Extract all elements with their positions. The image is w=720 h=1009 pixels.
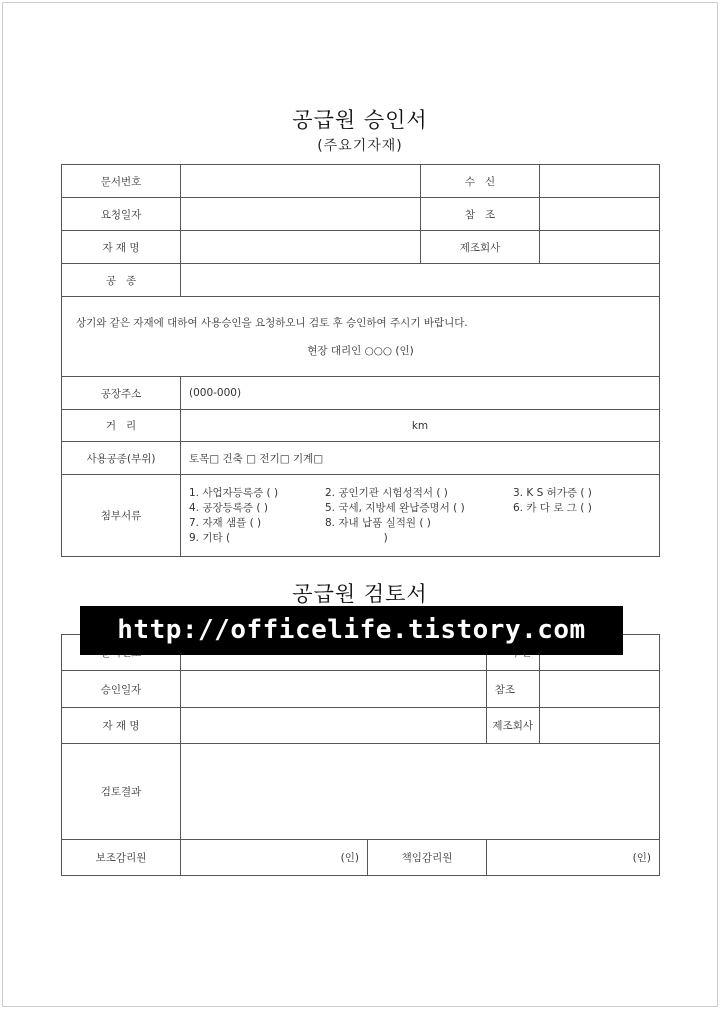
approval-form-table (61, 164, 660, 557)
attachments-row (189, 531, 651, 546)
distance-label: 거 리 (62, 410, 181, 442)
usage-field[interactable]: 토목□ 건축 □ 전기□ 기계□ (181, 442, 660, 475)
attachment-item[interactable]: 2. 공인기관 시험성적서 ( ) (325, 486, 448, 499)
review-reference-field[interactable] (540, 671, 660, 708)
chief-supervisor-seal[interactable]: (인) (487, 840, 660, 876)
notice-text: 상기와 같은 자재에 대하여 사용승인을 요청하오니 검토 후 승인하여 주시기 바랍니다. (76, 316, 468, 329)
factory-address-label: 공장주소 (62, 377, 181, 410)
approval-title: 공급원 승인서 (292, 108, 428, 132)
review-manufacturer-field[interactable] (540, 708, 660, 744)
review-manufacturer-label: 제조회사 (487, 708, 540, 744)
approval-date-label: 승인일자 (62, 671, 181, 708)
attachment-item[interactable]: 8. 자내 납품 실적원 ( ) (325, 516, 431, 529)
attachments-label: 첨부서류 (62, 475, 181, 557)
attachments-row (189, 486, 651, 501)
request-date-label: 요청일자 (62, 198, 181, 231)
attachments-row (189, 501, 651, 516)
work-type-label: 공 종 (62, 264, 181, 297)
distance-field[interactable]: km (181, 410, 660, 442)
attachment-item[interactable]: 7. 자재 샘플 ( ) (189, 516, 262, 529)
result-field[interactable] (181, 744, 660, 840)
watermark-banner: http://officelife.tistory.com (80, 606, 623, 655)
reference-label: 참 조 (421, 198, 540, 231)
work-type-field[interactable] (181, 264, 660, 297)
agent-signature: 현장 대리인 ○○○ (인) (307, 344, 414, 357)
notice-block (62, 297, 660, 377)
manufacturer-label: 제조회사 (421, 231, 540, 264)
review-title: 공급원 검토서 (292, 582, 428, 606)
assistant-supervisor-label: 보조감리원 (62, 840, 181, 876)
request-date-field[interactable] (181, 198, 421, 231)
attachment-item[interactable]: 3. K S 허가증 ( ) (513, 486, 592, 499)
result-label: 검토결과 (62, 744, 181, 840)
assistant-supervisor-seal[interactable]: (인) (181, 840, 368, 876)
material-label: 자 재 명 (62, 231, 181, 264)
chief-supervisor-label: 책임감리원 (368, 840, 487, 876)
attachment-item[interactable]: 1. 사업자등록증 ( ) (189, 486, 279, 499)
factory-address-field[interactable]: (000-000) (181, 377, 660, 410)
approval-date-field[interactable] (181, 671, 487, 708)
attachment-item[interactable]: 9. 기타 ( ) (189, 531, 388, 544)
attachment-item[interactable]: 4. 공장등록증 ( ) (189, 501, 268, 514)
review-material-field[interactable] (181, 708, 487, 744)
attachments-row (189, 516, 651, 531)
review-form-table (61, 634, 660, 876)
attachment-item[interactable]: 5. 국세, 지방세 완납증명서 ( ) (325, 501, 465, 514)
review-material-label: 자 재 명 (62, 708, 181, 744)
review-reference-label: 참조 (487, 671, 540, 708)
attachments-list (181, 475, 660, 557)
material-field[interactable] (181, 231, 421, 264)
doc-no-label: 문서번호 (62, 165, 181, 198)
manufacturer-field[interactable] (540, 231, 660, 264)
approval-subtitle: (주요기자재) (317, 138, 403, 154)
reference-field[interactable] (540, 198, 660, 231)
usage-label: 사용공종(부위) (62, 442, 181, 475)
attachment-item[interactable]: 6. 카 다 로 그 ( ) (513, 501, 592, 514)
recipient-field[interactable] (540, 165, 660, 198)
recipient-label: 수 신 (421, 165, 540, 198)
doc-no-field[interactable] (181, 165, 421, 198)
